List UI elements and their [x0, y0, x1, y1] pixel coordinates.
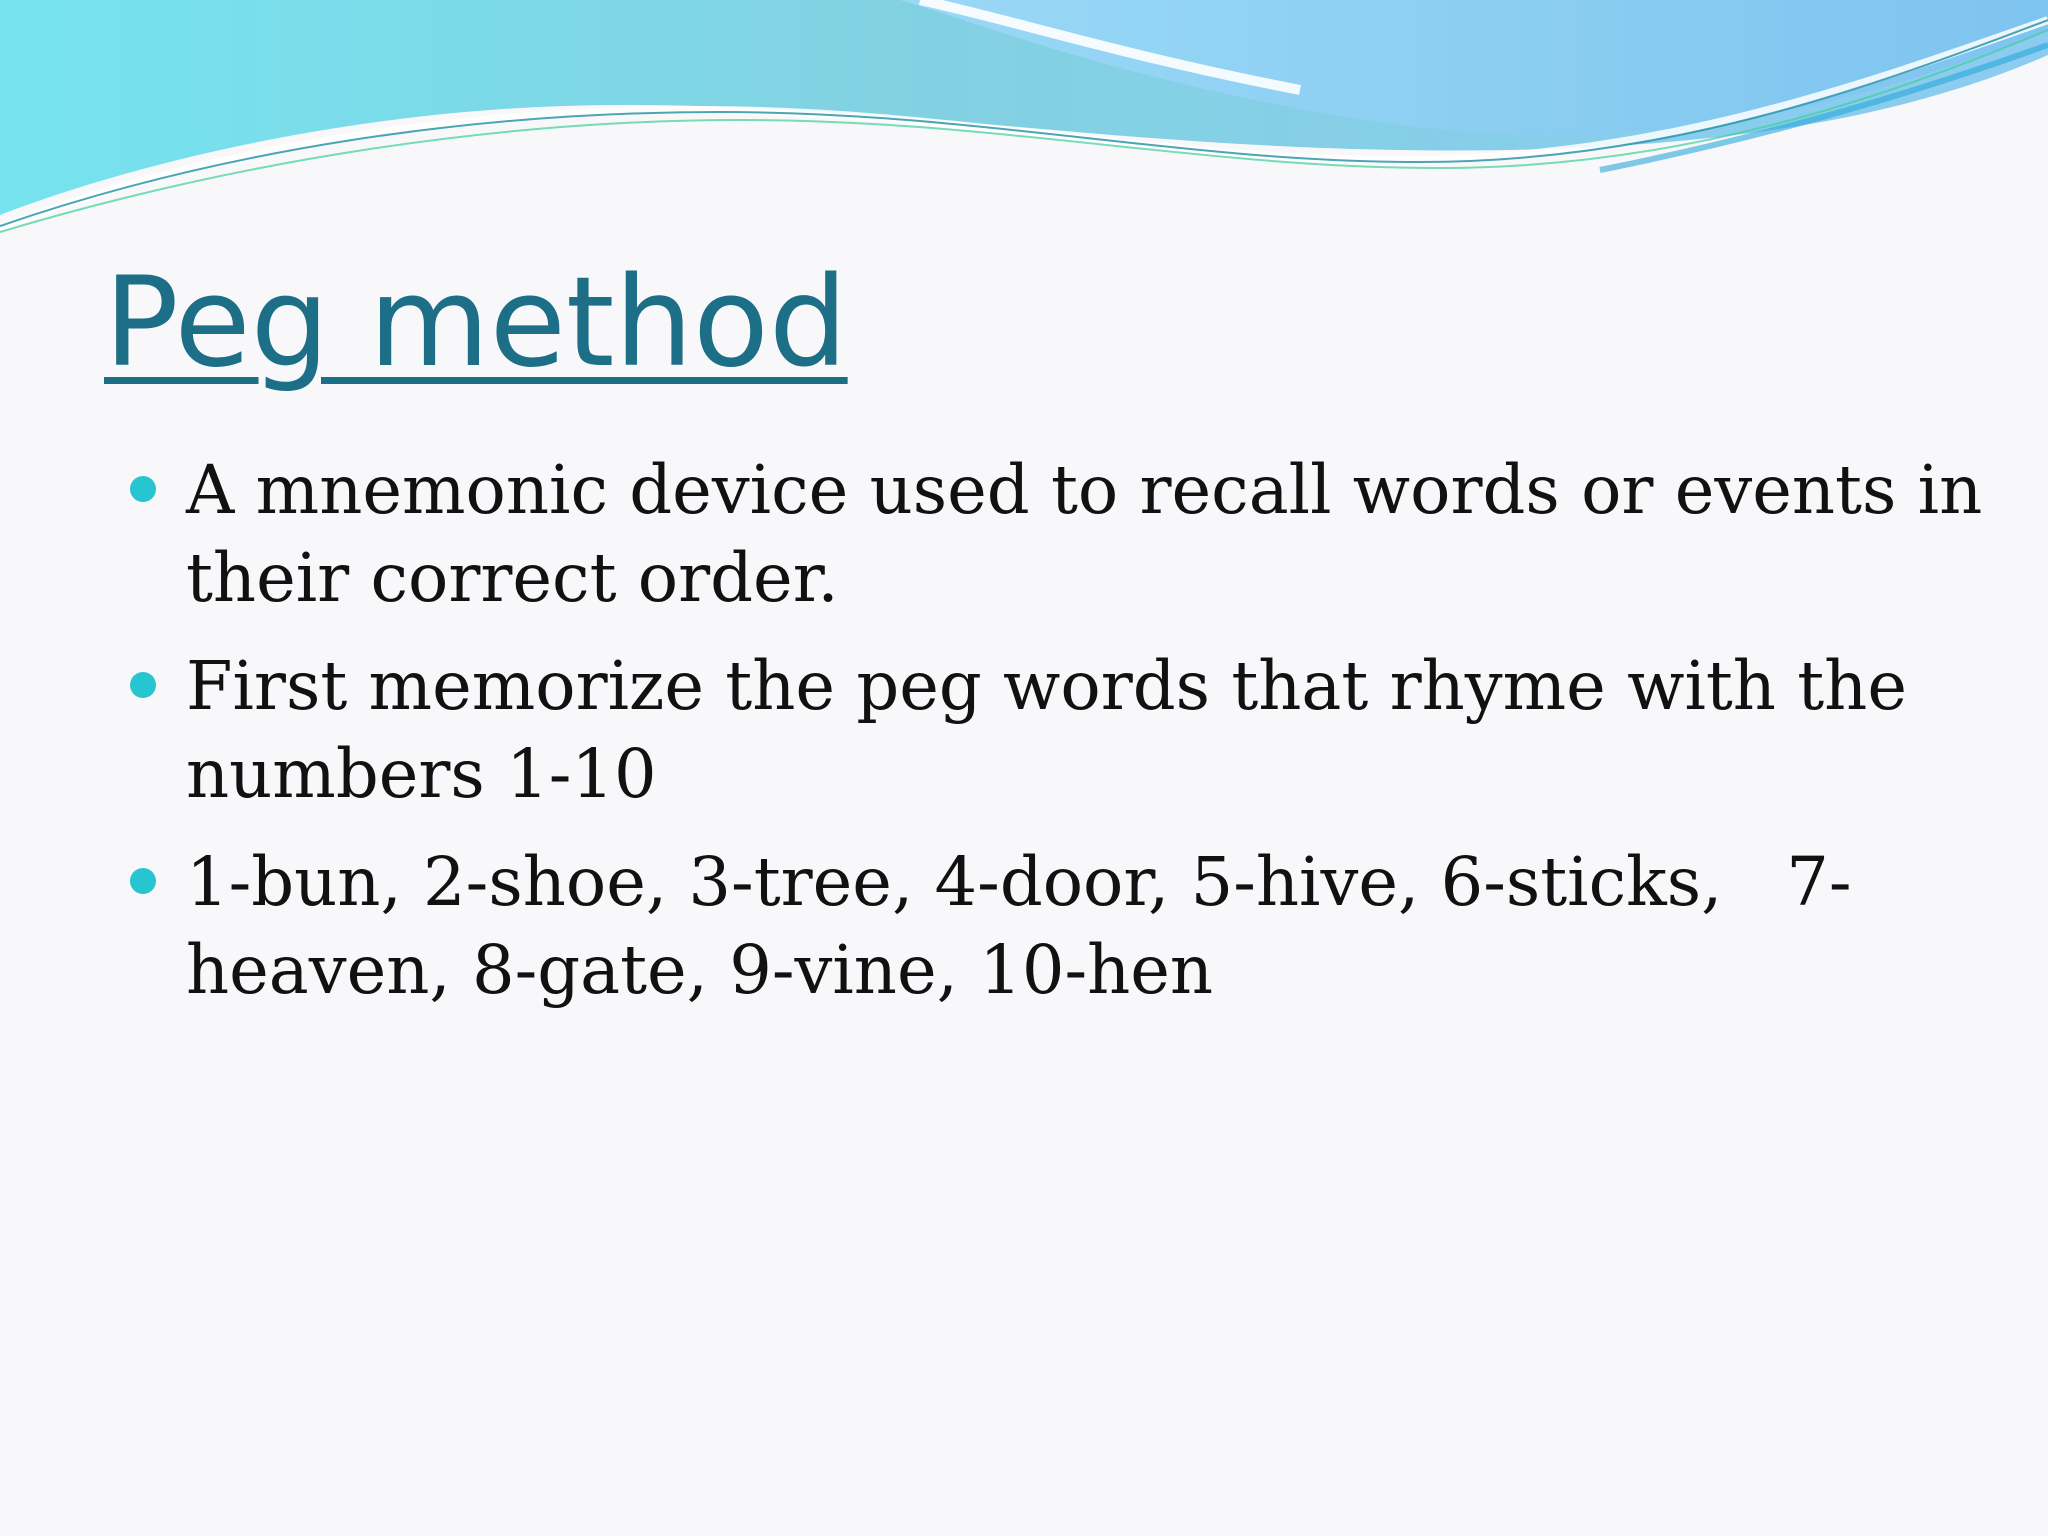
bullet-dot-icon — [130, 868, 156, 894]
slide-title: Peg method — [104, 251, 848, 395]
header-wave-decoration — [0, 0, 2048, 240]
bullet-text-line: 1-bun, 2-shoe, 3-tree, 4-door, 5-hive, 6-sticks, 7- — [186, 843, 1852, 921]
bullet-dot-icon — [130, 476, 156, 502]
bullet-text-line: First memorize the peg words that rhyme with the — [186, 647, 1907, 725]
bullet-text-line: A mnemonic device used to recall words or events in — [186, 451, 1983, 529]
bullet-dot-icon — [130, 672, 156, 698]
bullet-list — [186, 446, 1983, 1034]
bullet-item — [186, 642, 1906, 818]
bullet-item — [186, 838, 1906, 1014]
bullet-text-line: their correct order. — [186, 539, 839, 617]
bullet-text-line: heaven, 8-gate, 9-vine, 10-hen — [186, 931, 1214, 1009]
bullet-item — [186, 446, 1983, 622]
bullet-text-line: numbers 1-10 — [186, 735, 657, 813]
